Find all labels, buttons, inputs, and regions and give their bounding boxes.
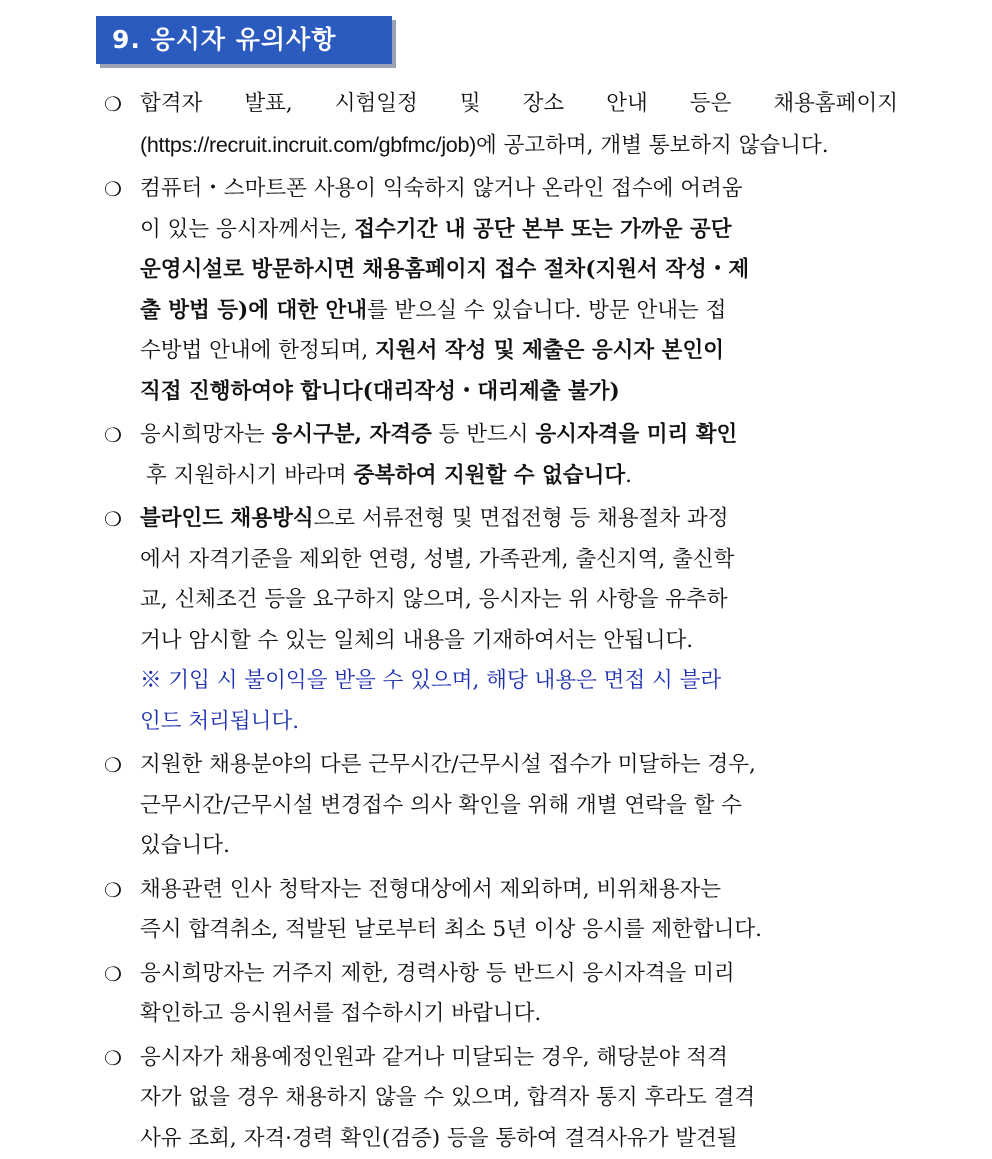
item-text: 응시희망자는 거주지 제한, 경력사항 등 반드시 응시자격을 미리	[140, 954, 898, 995]
item-text: 응시자가 채용예정인원과 같거나 미달되는 경우, 해당분야 적격	[140, 1038, 898, 1079]
bold-text: 응시자격을 미리 확인	[535, 422, 737, 447]
bullet-icon: ❍	[104, 169, 122, 210]
item-text: 등 반드시	[432, 422, 536, 447]
list-item	[104, 745, 898, 867]
item-text: 거나 암시할 수 있는 일체의 내용을 기재하여서는 안됩니다.	[140, 621, 898, 662]
item-text: 후 지원하시기 바라며	[146, 463, 353, 488]
item-text: 확인하고 응시원서를 접수하시기 바랍니다.	[140, 994, 898, 1035]
bullet-icon: ❍	[104, 499, 122, 540]
item-text: 으로 서류전형 및 면접전형 등 채용절차 과정	[314, 506, 729, 531]
item-text: 즉시 합격취소, 적발된 날로부터 최소 5년 이상 응시를 제한합니다.	[140, 910, 898, 951]
bold-text: 접수기간 내 공단 본부 또는 가까운 공단	[354, 217, 731, 242]
item-text: 채용관련 인사 청탁자는 전형대상에서 제외하며, 비위채용자는	[140, 870, 898, 911]
item-text: 에 공고하며, 개별 통보하지 않습니다.	[476, 133, 829, 158]
bullet-icon: ❍	[104, 745, 122, 786]
item-text: 이 있는 응시자께서는,	[140, 217, 354, 242]
bold-text: 운영시설로 방문하시면 채용홈페이지 접수 절차(지원서 작성・제	[140, 250, 898, 291]
bold-text: 직접 진행하여야 합니다(대리작성・대리제출 불가)	[140, 372, 898, 413]
bullet-icon: ❍	[104, 954, 122, 995]
bold-text: 중복하여 지원할 수 없습니다	[353, 463, 625, 488]
notice-list	[104, 84, 898, 1159]
item-text: 에서 자격기준을 제외한 연령, 성별, 가족관계, 출신지역, 출신학	[140, 540, 898, 581]
section-title: 9. 응시자 유의사항	[96, 16, 392, 64]
bullet-icon: ❍	[104, 84, 122, 125]
note-text: 인드 처리됩니다.	[140, 702, 898, 743]
item-text: 있습니다.	[140, 826, 898, 867]
bullet-icon: ❍	[104, 1038, 122, 1079]
bold-text: 출 방법 등)에 대한 안내	[140, 298, 367, 323]
item-text: 합격자 발표, 시험일정 및 장소 안내 등은 채용홈페이지	[140, 84, 898, 125]
list-item	[104, 954, 898, 1035]
list-item	[104, 415, 898, 496]
item-text: 컴퓨터・스마트폰 사용이 익숙하지 않거나 온라인 접수에 어려움	[140, 169, 898, 210]
bullet-icon: ❍	[104, 415, 122, 456]
bold-text: 지원서 작성 및 제출은 응시자 본인이	[375, 338, 724, 363]
bold-text: 블라인드 채용방식	[140, 506, 314, 531]
item-text: 를 받으실 수 있습니다. 방문 안내는 접	[367, 298, 726, 323]
item-text: 근무시간/근무시설 변경접수 의사 확인을 위해 개별 연락을 할 수	[140, 786, 898, 827]
list-item	[104, 169, 898, 412]
list-item	[104, 84, 898, 166]
item-text: 수방법 안내에 한정되며,	[140, 338, 375, 363]
bold-text: 응시구분, 자격증	[271, 422, 431, 447]
note-text: ※ 기입 시 불이익을 받을 수 있으며, 해당 내용은 면접 시 블라	[140, 661, 898, 702]
item-text: 자가 없을 경우 채용하지 않을 수 있으며, 합격자 통지 후라도 결격	[140, 1078, 898, 1119]
list-item	[104, 499, 898, 742]
list-item	[104, 870, 898, 951]
item-text: 교, 신체조건 등을 요구하지 않으며, 응시자는 위 사항을 유추하	[140, 580, 898, 621]
item-text: 지원한 채용분야의 다른 근무시간/근무시설 접수가 미달하는 경우,	[140, 745, 898, 786]
item-text: 사유 조회, 자격·경력 확인(검증) 등을 통하여 결격사유가 발견될	[140, 1119, 898, 1159]
recruit-url: (https://recruit.incruit.com/gbfmc/job)	[140, 133, 476, 157]
item-text: 응시희망자는	[140, 422, 271, 447]
list-item	[104, 1038, 898, 1159]
item-text: .	[625, 463, 632, 488]
bullet-icon: ❍	[104, 870, 122, 911]
